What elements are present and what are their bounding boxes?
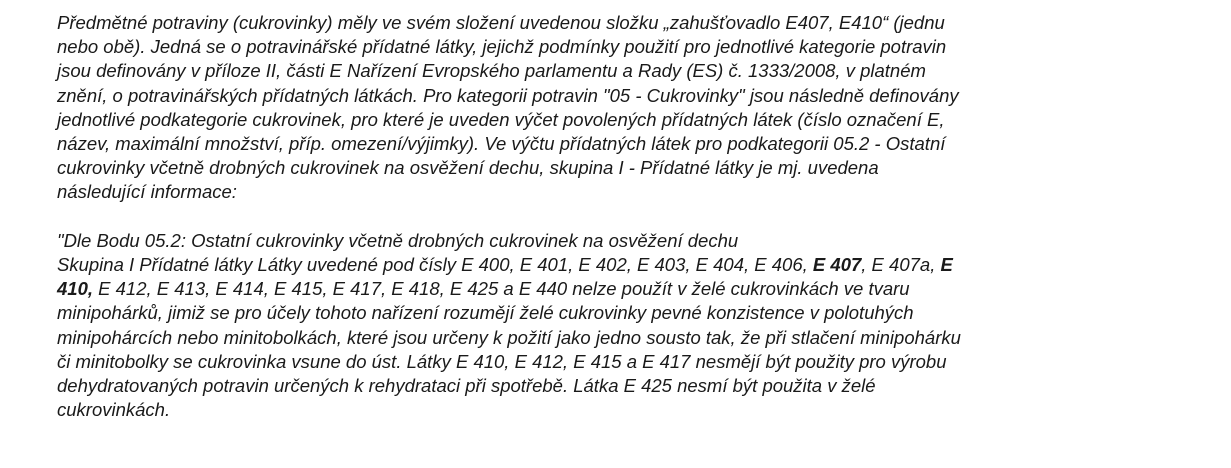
quote-text: E 412, E 413, E 414, E 415, E 417, E 418, E 425 a E 440 nelze použít v želé cukrovinkách ve tvaru — [93, 278, 910, 300]
text-line: cukrovinky včetně drobných cukrovinek na osvěžení dechu, skupina I - Přídatné látky je mj. uvedena — [57, 157, 879, 179]
quote-text: Skupina I Přídatné látky Látky uvedené pod čísly E 400, E 401, E 402, E 403, E 404, E 406, — [57, 254, 813, 276]
bold-additive-e410-end: 410, — [57, 278, 94, 300]
quote-line — [57, 253, 1211, 277]
text-line: následující informace: — [57, 181, 237, 203]
text-line: jsou definovány v příloze II, části E Nařízení Evropského parlamentu a Rady (ES) č. 1333/2008, v platném — [57, 60, 926, 82]
quote-line: minipohárcích nebo minitobolkách, které jsou určeny k požití jako jedno sousto tak, že při stlačení minipohárku — [57, 326, 961, 348]
text-line: znění, o potravinářských přídatných látkách. Pro kategorii potravin "05 - Cukrovinky" jsou následně definovány — [57, 84, 959, 106]
paragraph-quote — [57, 229, 1211, 423]
quote-text: , E 407a, — [861, 254, 941, 276]
quote-line: či minitobolky se cukrovinka vsune do úst. Látky E 410, E 412, E 415 a E 417 nesmějí být použity pro výrobu — [57, 350, 947, 372]
text-line: Předmětné potraviny (cukrovinky) měly ve svém složení uvedenou složku „zahušťovadlo E407, E410“ (jednu — [57, 12, 945, 33]
quote-line: cukrovinkách. — [57, 399, 171, 421]
text-line: nebo obě). Jedná se o potravinářské přídatné látky, jejichž podmínky použití pro jednotlivé kategorie potravin — [57, 36, 947, 58]
quote-line — [57, 277, 1211, 301]
paragraph-intro — [57, 11, 1211, 205]
quote-line: dehydratovaných potravin určených k rehydrataci při spotřebě. Látka E 425 nesmí být použita v želé — [57, 375, 876, 397]
paragraph-spacer — [57, 205, 1211, 229]
bold-additive-e410-start: E — [940, 254, 953, 276]
quote-line: "Dle Bodu 05.2: Ostatní cukrovinky včetně drobných cukrovinek na osvěžení dechu — [57, 229, 739, 251]
text-line: název, maximální množství, příp. omezení/výjimky). Ve výčtu přídatných látek pro podkategorii 05.2 - Ostatní — [57, 133, 946, 155]
quote-line: minipohárků, jimiž se pro účely tohoto nařízení rozumějí želé cukrovinky pevné konzistence v polotuhých — [57, 302, 914, 324]
bold-additive-e407: E 407 — [812, 254, 862, 276]
text-line: jednotlivé podkategorie cukrovinek, pro které je uveden výčet povolených přídatných látek (číslo označení E, — [57, 108, 945, 130]
